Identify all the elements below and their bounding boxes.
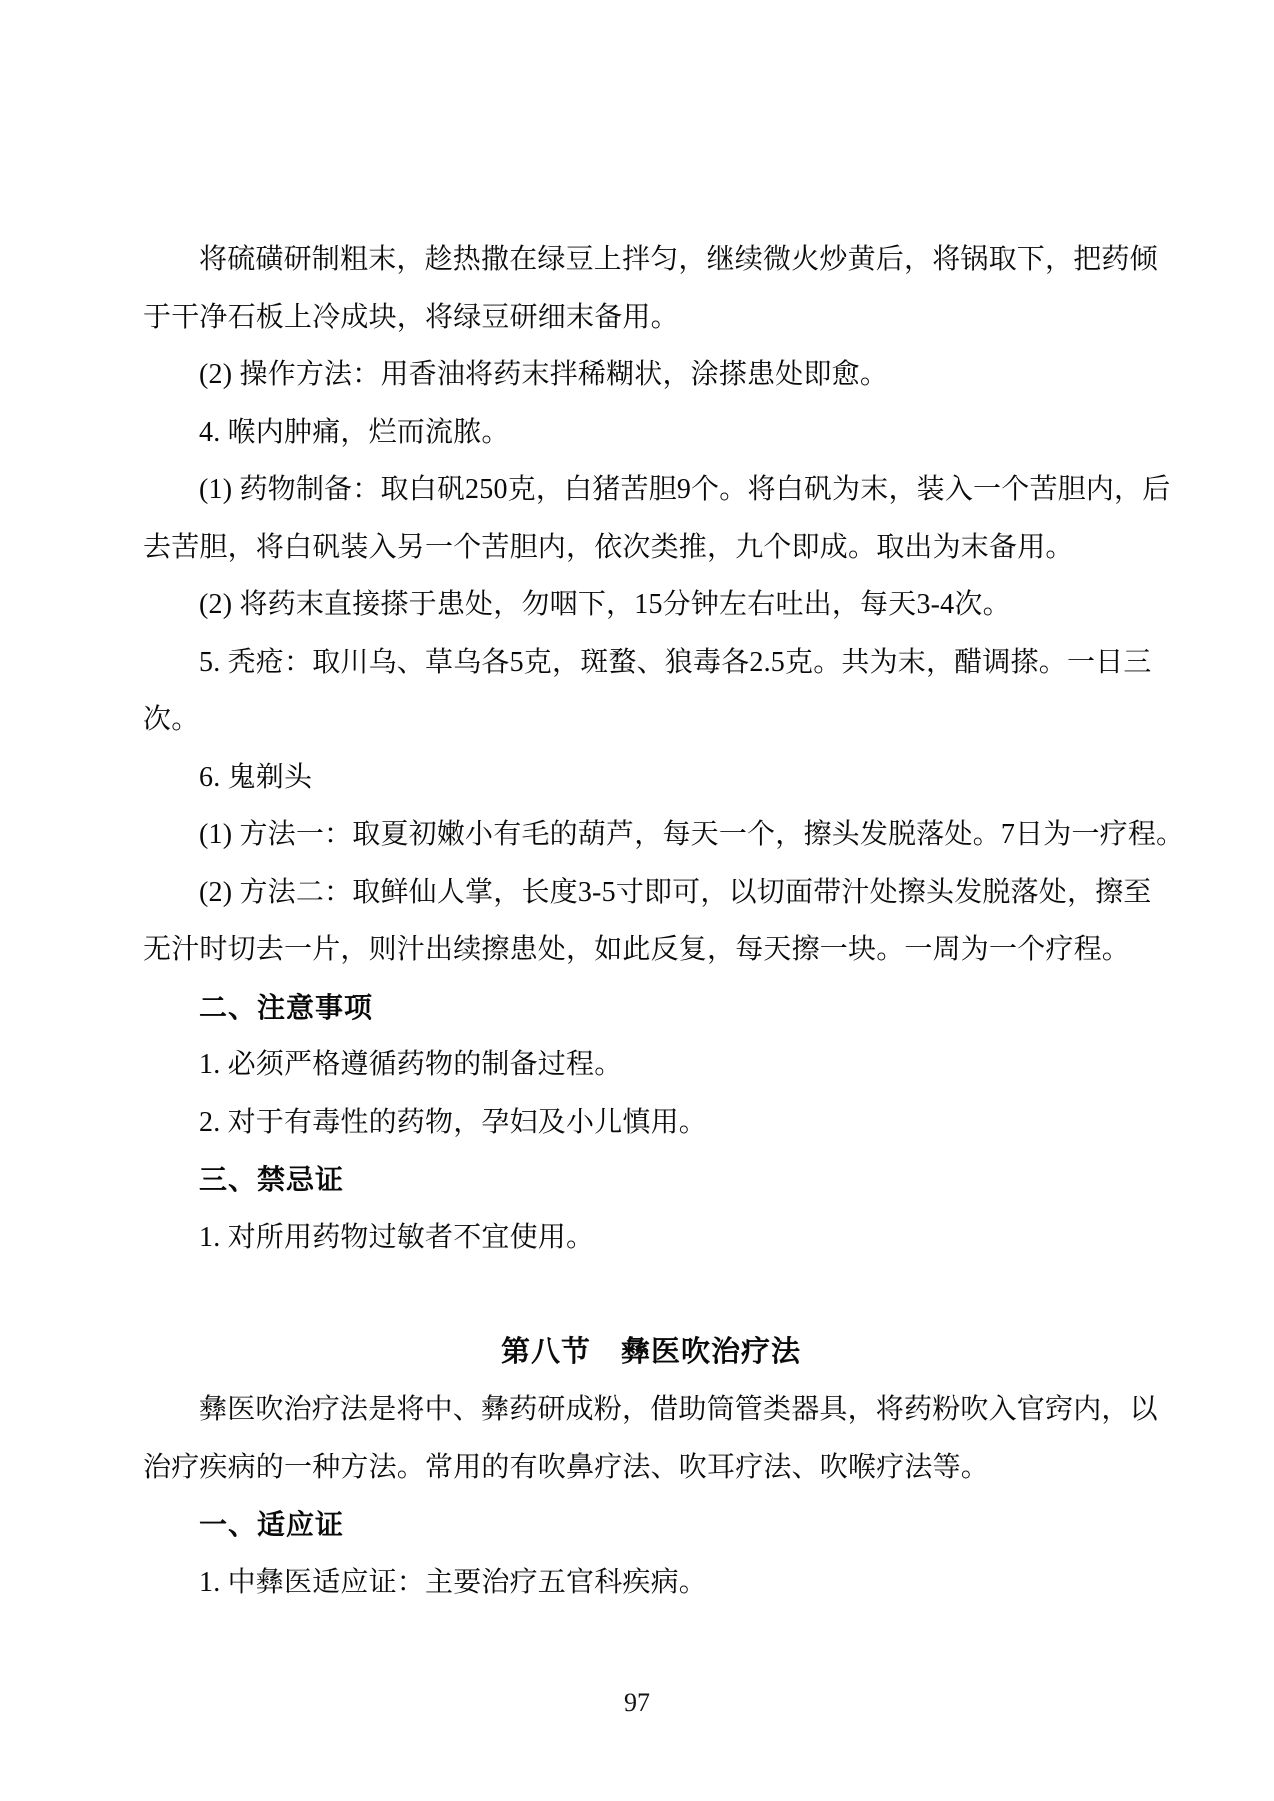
paragraph <box>143 461 1171 576</box>
paragraph <box>143 1554 1159 1612</box>
page-number: 97 <box>624 1688 650 1717</box>
text-line: 一、适应证 <box>199 1509 345 1540</box>
text-line: 2. 对于有毒性的药物，孕妇及小儿慎用。 <box>199 1106 708 1138</box>
text-line: 次。 <box>143 704 200 735</box>
text-line: 治疗疾病的一种方法。常用的有吹鼻疗法、吹耳疗法、吹喉疗法等。 <box>143 1451 990 1483</box>
paragraph <box>143 1036 1159 1094</box>
paragraph <box>143 806 1185 864</box>
sub-heading <box>143 1496 1159 1554</box>
text-line: 无汁时切去一片，则汁出续擦患处，如此反复，每天擦一块。一周为一个疗程。 <box>143 934 1131 965</box>
document-body <box>143 231 1185 1611</box>
paragraph <box>143 1209 1159 1267</box>
text-line: 于干净石板上冷成块，将绿豆研细末备用。 <box>143 301 679 333</box>
paragraph <box>143 576 1159 634</box>
text-line: 第八节 彝医吹治疗法 <box>500 1335 801 1368</box>
paragraph <box>143 404 1159 462</box>
text-line: 1. 对所用药物过敏者不宜使用。 <box>199 1221 595 1253</box>
text-line: (2) 将药末直接搽于患处，勿咽下，15分钟左右吐出，每天3-4次。 <box>199 589 1011 620</box>
text-line: (1) 药物制备：取白矾250克，白猪苦胆9个。将白矾为末，装入一个苦胆内，后 <box>199 474 1171 505</box>
text-line: 1. 中彝医适应证：主要治疗五官科疾病。 <box>199 1566 708 1598</box>
text-line: 去苦胆，将白矾装入另一个苦胆内，依次类推，九个即成。取出为末备用。 <box>143 531 1074 563</box>
paragraph <box>143 1381 1159 1496</box>
paragraph <box>143 864 1159 979</box>
paragraph <box>143 1094 1159 1152</box>
sub-heading <box>143 979 1159 1037</box>
text-line: (2) 方法二：取鲜仙人掌，长度3-5寸即可，以切面带汁处擦头发脱落处，擦至 <box>199 876 1152 908</box>
text-line: 5. 秃疮：取川乌、草乌各5克，斑蝥、狼毒各2.5克。共为末，醋调搽。一日三 <box>199 646 1152 678</box>
text-line: 将硫磺研制粗末，趁热撒在绿豆上拌匀，继续微火炒黄后，将锅取下，把药倾 <box>199 244 1158 275</box>
text-line: 三、禁忌证 <box>199 1164 345 1195</box>
paragraph <box>143 231 1159 346</box>
text-line: 二、注意事项 <box>199 991 374 1023</box>
text-line: 1. 必须严格遵循药物的制备过程。 <box>199 1049 623 1080</box>
text-line: 彝医吹治疗法是将中、彝药研成粉，借助筒管类器具，将药粉吹入官窍内，以 <box>199 1394 1158 1425</box>
paragraph <box>143 634 1159 749</box>
sub-heading <box>143 1151 1159 1209</box>
section-heading <box>143 1324 1159 1382</box>
paragraph <box>143 346 1159 404</box>
text-line: 4. 喉内肿痛，烂而流脓。 <box>199 416 510 448</box>
text-line: 6. 鬼剃头 <box>199 761 313 793</box>
paragraph <box>143 749 1159 807</box>
text-line: (2) 操作方法：用香油将药末拌稀糊状，涂搽患处即愈。 <box>199 359 889 390</box>
text-line: (1) 方法一：取夏初嫩小有毛的葫芦，每天一个，擦头发脱落处。7日为一疗程。 <box>199 819 1185 850</box>
